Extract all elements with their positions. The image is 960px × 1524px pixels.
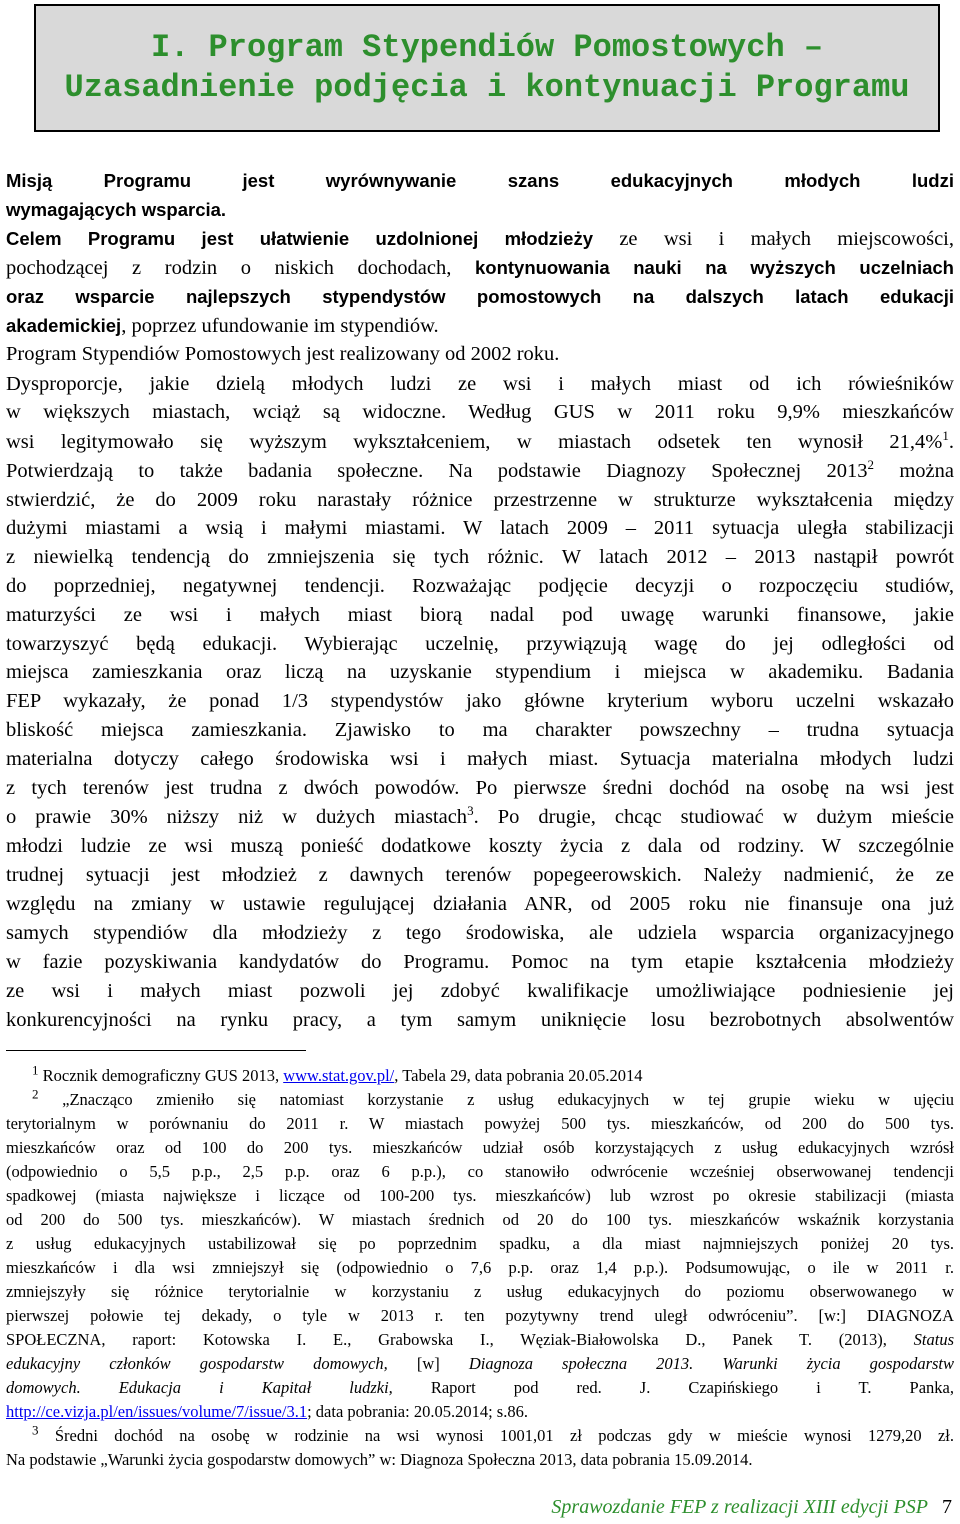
chapter-title-line-1: I. Program Stypendiów Pomostowych – — [150, 29, 824, 66]
footnote-2-line: domowych. Edukacja i Kapitał ludzki, Raport pod red. J. Czapińskiego i T. Panka, — [6, 1378, 954, 1397]
footnote-2-line: od 200 do 500 tys. mieszkańców). W miastach średnich od 20 do 100 tys. mieszkańców wskaźnik korzystania — [6, 1210, 954, 1229]
paragraph-line: Celem Programu jest ułatwienie uzdolnionej młodzieży ze wsi i małych miejscowości, — [6, 228, 954, 250]
paragraph-line: Dysproporcje, jakie dzielą młodych ludzi ze wsi i małych miast od ich rówieśników — [6, 373, 954, 395]
paragraph-line: FEP wykazały, że ponad 1/3 stypendystów jako główne kryterium wyboru uczelni wskazało — [6, 690, 954, 712]
footnote-2-line: edukacyjny członków gospodarstw domowych, [w] Diagnoza społeczna 2013. Warunki życia gospodarstw — [6, 1354, 955, 1373]
paragraph-line: względu na zmiany w ustawie regulującej działania ANR, od 2005 roku nie finansuje ona już — [6, 893, 954, 915]
paragraph-line: z tych terenów jest trudna z dwóch powodów. Po pierwsze średni dochód na osobę na wsi jest — [6, 777, 954, 799]
footnote-2-line: SPOŁECZNA, raport: Kotowska I. E., Grabowska I., Węziak-Białowolska D., Panek T. (2013), Status — [6, 1330, 954, 1349]
paragraph-line: samych stypendiów dla młodzieży z tego środowiska, ale udziela wsparcia organizacyjnego — [6, 922, 954, 944]
mission-line-2: wymagających wsparcia. — [6, 199, 227, 220]
paragraph-line: miejsca zamieszkania oraz liczą na uzyskanie stypendium i miejsca w akademiku. Badania — [6, 661, 954, 683]
page-number: 7 — [942, 1496, 952, 1518]
footnote-3-line: Na podstawie „Warunki życia gospodarstw domowych” w: Diagnoza Społeczna 2013, data pobrania 15.09.2014. — [6, 1450, 753, 1469]
paragraph-line: o prawie 30% niższy niż w dużych miastach$^3$. Po drugie, chcąc studiować w dużym mieście — [6, 803, 954, 828]
page-footer — [551, 1496, 952, 1519]
paragraph-line: stwierdzić, że do 2009 roku narastały różnice przestrzenne w strukturze wykształcenia między — [6, 489, 954, 511]
vizja-link[interactable]: http://ce.vizja.pl/en/issues/volume/7/issue/3.1 — [6, 1402, 308, 1421]
paragraph-line: maturzyści ze wsi i małych miast biorą nadal pod uwagę warunki finansowe, jakie — [6, 604, 954, 626]
footnote-2-line: http://ce.vizja.pl/en/issues/volume/7/issue/3.1; data pobrania: 20.05.2014; s.86. — [6, 1402, 528, 1421]
paragraph-line: w większych miastach, wciąż są widoczne. Według GUS w 2011 roku 9,9% mieszkańców — [6, 401, 954, 423]
paragraph-line: konkurencyjności na rynku pracy, a tym samym uniknięcie losu bezrobotnych absolwentów — [6, 1009, 954, 1031]
paragraph-line: dużymi miastami a wsią i małymi miastami. W latach 2009 – 2011 sytuacja uległa stabilizacji — [6, 517, 954, 539]
paragraph-line: trudnej sytuacji jest młodzież z dawnych terenów popegeerowskich. Należy nadmienić, że ze — [6, 864, 954, 886]
footnote-ref-3: 3 — [467, 803, 474, 819]
paragraph-line: ze wsi i małych miast pozwoli jej zdobyć kwalifikacje umożliwiające podniesienie jej — [6, 980, 954, 1002]
paragraph-line: do poprzedniej, negatywnej tendencji. Rozważając podjęcie decyzji o rozpoczęciu studiów, — [6, 575, 954, 597]
paragraph-line: w fazie pozyskiwania kandydatów do Programu. Pomoc na tym etapie kształcenia młodzieży — [6, 951, 954, 973]
footnote-3-line: $^3$ Średni dochód na osobę w rodzinie na wsi wynosi 1001,01 zł podczas gdy w mieście wynosi 1279,20 zł. — [32, 1422, 954, 1445]
paragraph-line: Potwierdzają to także badania społeczne. Na podstawie Diagnozy Społecznej 2013$^2$ można — [6, 457, 954, 482]
footnote-ref-2: 2 — [867, 457, 875, 473]
footnote-2-line: spadkowej (miasta największe i liczące od 100-200 tys. mieszkańców) lub wzrost po okresie stabilizacji (miasta — [6, 1186, 954, 1205]
footnote-separator — [6, 1050, 306, 1051]
chapter-title-line-2: Uzasadnienie podjęcia i kontynuacji Programu — [64, 69, 910, 106]
paragraph-line: Program Stypendiów Pomostowych jest realizowany od 2002 roku. — [6, 343, 560, 365]
footnote-2-line: terytorialnym w porównaniu do 2011 r. W miastach powyżej 500 tys. mieszkańców, od 200 do 500 tys. — [6, 1114, 954, 1133]
paragraph-line: bliskość miejsca zamieszkania. Zjawisko to ma charakter powszechny – trudna sytuacja — [6, 719, 954, 741]
footnote-2-line: $^2$ „Znacząco zmieniło się natomiast korzystanie z usług edukacyjnych w tej grupie wieku w ujęciu — [32, 1086, 954, 1109]
footnote-ref-1: 1 — [942, 428, 949, 444]
paragraph-line: oraz wsparcie najlepszych stypendystów pomostowych na dalszych latach edukacji — [6, 286, 954, 307]
footnote-2-line: (odpowiednio o 5,5 p.p., 2,5 p.p. oraz 6 p.p.), co stanowiło odwrócenie wcześniej obserwowanej tendencji — [6, 1162, 954, 1181]
mission-line-1: Misją Programu jest wyrównywanie szans edukacyjnych młodych ludzi — [6, 170, 954, 191]
gus-link[interactable]: www.stat.gov.pl/ — [283, 1066, 395, 1085]
paragraph-line: materialna dotyczy całego środowiska wsi i małych miast. Sytuacja materialna młodych ludzi — [6, 748, 954, 770]
footnote-2-line: z usług edukacyjnych ustabilizował się po poprzednim spadku, a dla miast najmniejszych poniżej 20 tys. — [6, 1234, 954, 1253]
paragraph-line: wsi legitymowało się wyższym wykształceniem, w miastach odsetek ten wynosił 21,4%$^1$. — [6, 428, 954, 453]
chapter-title-box — [34, 4, 940, 132]
paragraph-line: pochodzącej z rodzin o niskich dochodach, kontynuowania nauki na wyższych uczelniach — [6, 257, 954, 279]
footnote-2-line: pierwszej połowie tej dekady, o tyle w 2013 r. ten pozytywny trend uległ odwróceniu”. [w:] DIAGNOZA — [6, 1306, 954, 1325]
paragraph-line: młodzi ludzie ze wsi muszą ponieść dodatkowe koszty życia z dala od rodziny. W szczególnie — [6, 835, 954, 857]
paragraph-line: towarzyszyć będą edukacji. Wybierając uczelnię, przywiązują wagę do jej odległości od — [6, 633, 954, 655]
footnote-2-line: mieszkańców oraz od 100 do 200 tys. mieszkańców udział osób korzystających z usług edukacyjnych wzrósł — [6, 1138, 954, 1157]
paragraph-line: akademickiej, poprzez ufundowanie im stypendiów. — [6, 315, 439, 337]
footnote-2-line: mieszkańców i dla wsi zmniejszył się (odpowiednio o 7,6 p.p. oraz 1,4 p.p.). Podsumowując, o ile w 2011 r. — [6, 1258, 954, 1277]
paragraph-line: z niewielką tendencją do zmniejszenia się tych różnic. W latach 2012 – 2013 nastąpił powrót — [6, 546, 954, 568]
footer-report-title: Sprawozdanie FEP z realizacji XIII edycji PSP — [551, 1496, 928, 1518]
footnote-2-line: zmniejszyły się różnice terytorialnie w korzystaniu z usług edukacyjnych do poziomu obserwowanego w — [6, 1282, 954, 1301]
footnote-1: $^1$ Rocznik demograficzny GUS 2013, www.stat.gov.pl/, Tabela 29, data pobrania 20.05.2014 — [32, 1062, 643, 1085]
